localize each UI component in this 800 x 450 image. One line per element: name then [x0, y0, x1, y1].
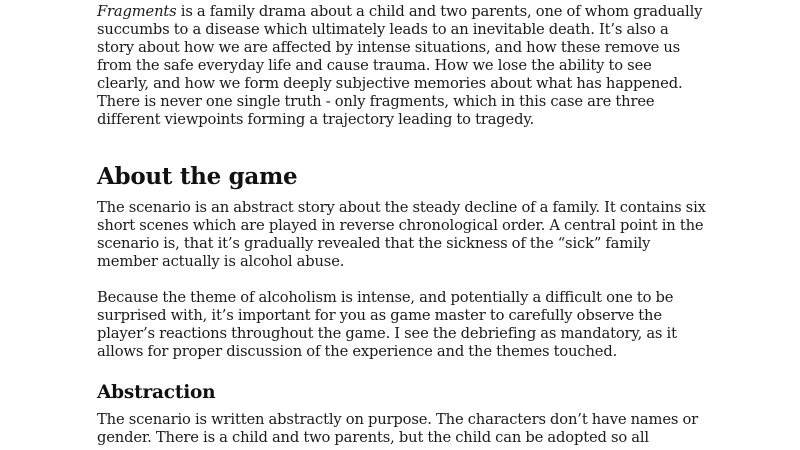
about-the-game-heading: About the game — [97, 163, 298, 190]
abstraction-paragraph: The scenario is written abstractly on purpose. The characters don’t have names or gender. There is a child and two parents, but the child can be adopted so all — [97, 411, 699, 446]
about-paragraph-2: Because the theme of alcoholism is intense, and potentially a difficult one to be surprised with, it’s important for you as game master to carefully observe the player’s reactions throughout the game. I see the debriefing as mandatory, as it allows for proper discussion of the experience and the themes touched. — [97, 289, 677, 360]
abstraction-heading: Abstraction — [97, 382, 216, 403]
text-column — [97, 3, 707, 447]
intro-text: is a family drama about a child and two parents, one of whom gradually succumbs to a disease which ultimately leads to an inevitable death. It’s also a story about how we are affected by intense situations, and how these remove us from the safe everyday life and cause trauma. How we lose the ability to see clearly, and how we form deeply subjective memories about what has happened. There is never one single truth - only fragments, which in this case are three different viewpoints forming a trajectory leading to tragedy. — [97, 3, 703, 128]
about-paragraph-1: The scenario is an abstract story about the steady decline of a family. It contains six short scenes which are played in reverse chronological order. A central point in the scenario is, that it’s gradually revealed that the sickness of the “sick” family member actually is alcohol abuse. — [97, 199, 706, 270]
intro-title-italic: Fragments — [97, 3, 177, 20]
intro-paragraph — [97, 3, 707, 129]
